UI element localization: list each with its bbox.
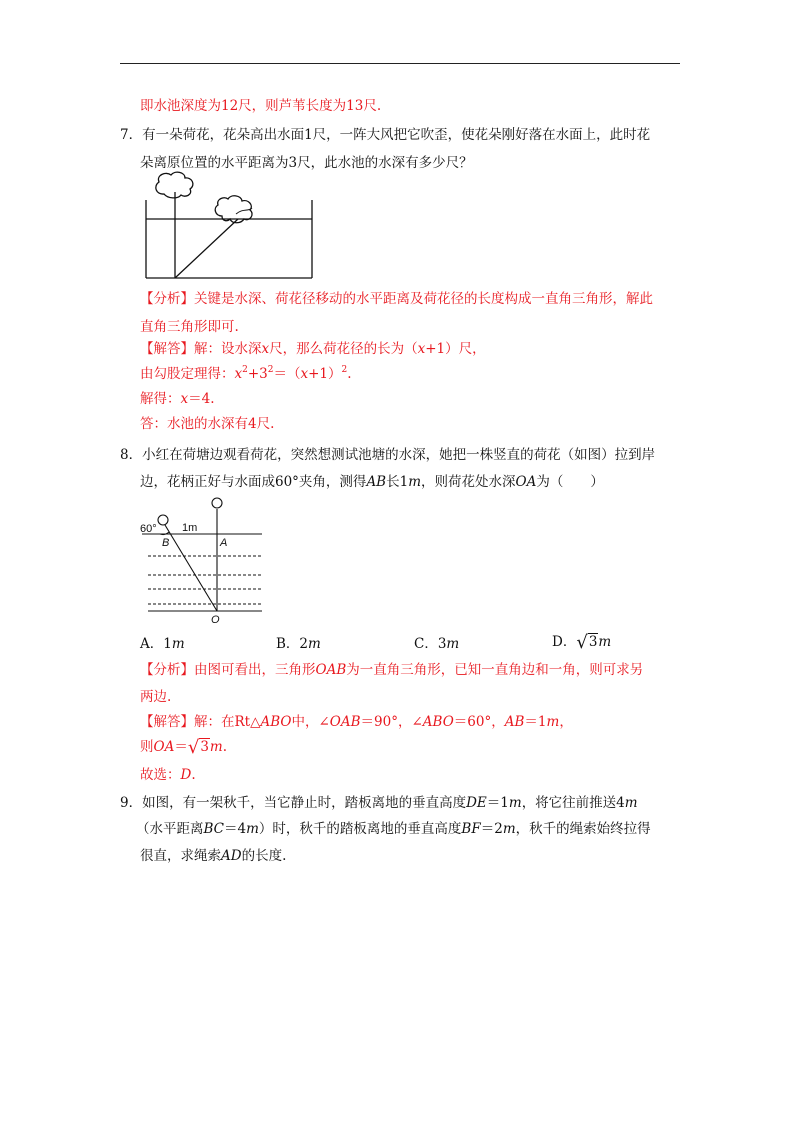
q7-equation: 由勾股定理得：$x^2+3^2=(x+1)^2$. — [140, 365, 352, 382]
q8-option-c[interactable]: C．3m — [414, 636, 460, 652]
q8-analysis-line2: 两边. — [140, 689, 172, 705]
header-rule — [120, 63, 680, 64]
q8-pond-figure — [138, 492, 268, 627]
q8-flower-top — [212, 498, 222, 508]
q8-option-b[interactable]: B．2m — [276, 636, 321, 652]
q7-answer: 答：水池的水深有4尺. — [140, 416, 275, 432]
q8-point-b: B — [162, 537, 170, 549]
q7-solve: 解得：x＝4. — [140, 391, 215, 407]
q8-solution-line1: 【解答】解：在Rt△ABO中，∠OAB＝90°，∠ABO＝60°，AB＝1m， — [140, 714, 573, 730]
q8-angle-label: 60° — [140, 523, 157, 535]
q8-slanted-stem — [165, 525, 217, 611]
q8-option-d[interactable]: D．√3m — [552, 632, 612, 653]
q8-flower-bent — [158, 515, 168, 525]
q8-length-label: 1m — [182, 522, 198, 534]
q9-text-line1: 9．如图，有一架秋千，当它静止时，踏板离地的垂直高度DE＝1m，将它往前推送4m — [120, 795, 638, 811]
sqrt-symbol: √3 — [187, 737, 209, 758]
q8-point-a: A — [220, 537, 228, 549]
q8-number: 8． — [120, 447, 143, 463]
q8-choice: 故选：D. — [140, 767, 196, 783]
q8-text-line1: 8．小红在荷塘边观看荷花，突然想测试池塘的水深，她把一株竖直的荷花（如图）拉到岸 — [120, 447, 656, 463]
q8-point-o: O — [211, 614, 220, 626]
q7-analysis-line2: 直角三角形即可. — [140, 319, 239, 335]
q7-number: 7． — [120, 127, 143, 143]
q8-then: 则OA＝√3m. — [140, 737, 228, 758]
q7-solution-line1: 【解答】解：设水深x尺，那么荷花径的长为（x+1）尺， — [140, 341, 486, 357]
prev-answer: 即水池深度为12尺，则芦苇长度为13尺. — [140, 98, 382, 114]
q8-text-line2: 边，花柄正好与水面成60°夹角，测得AB长1m，则荷花处水深OA为（ ） — [140, 474, 604, 490]
q8-option-a[interactable]: A．1m — [140, 636, 185, 652]
q7-text-line1: 7．有一朵荷花，花朵高出水面1尺，一阵大风把它吹歪，使花朵刚好落在水面上，此时花 — [120, 127, 651, 143]
q7-analysis-line1: 【分析】关键是水深、荷花径移动的水平距离及荷花径的长度构成一直角三角形，解此 — [140, 291, 653, 307]
sqrt-symbol: √3 — [576, 632, 598, 653]
q7-stem-bent — [175, 219, 238, 278]
q9-number: 9． — [120, 795, 143, 811]
q9-text-line2: （水平距离BC＝4m）时，秋千的踏板离地的垂直高度BF＝2m，秋千的绳索始终拉得 — [136, 821, 651, 837]
q9-text-line3: 很直，求绳索AD的长度. — [140, 848, 287, 864]
q8-analysis-line1: 【分析】由图可看出，三角形OAB为一直角三角形，已知一直角边和一角，则可求另 — [140, 662, 644, 678]
q7-lotus-figure — [138, 170, 323, 282]
q7-text-line2: 朵离原位置的水平距离为3尺，此水池的水深有多少尺？ — [140, 155, 473, 171]
